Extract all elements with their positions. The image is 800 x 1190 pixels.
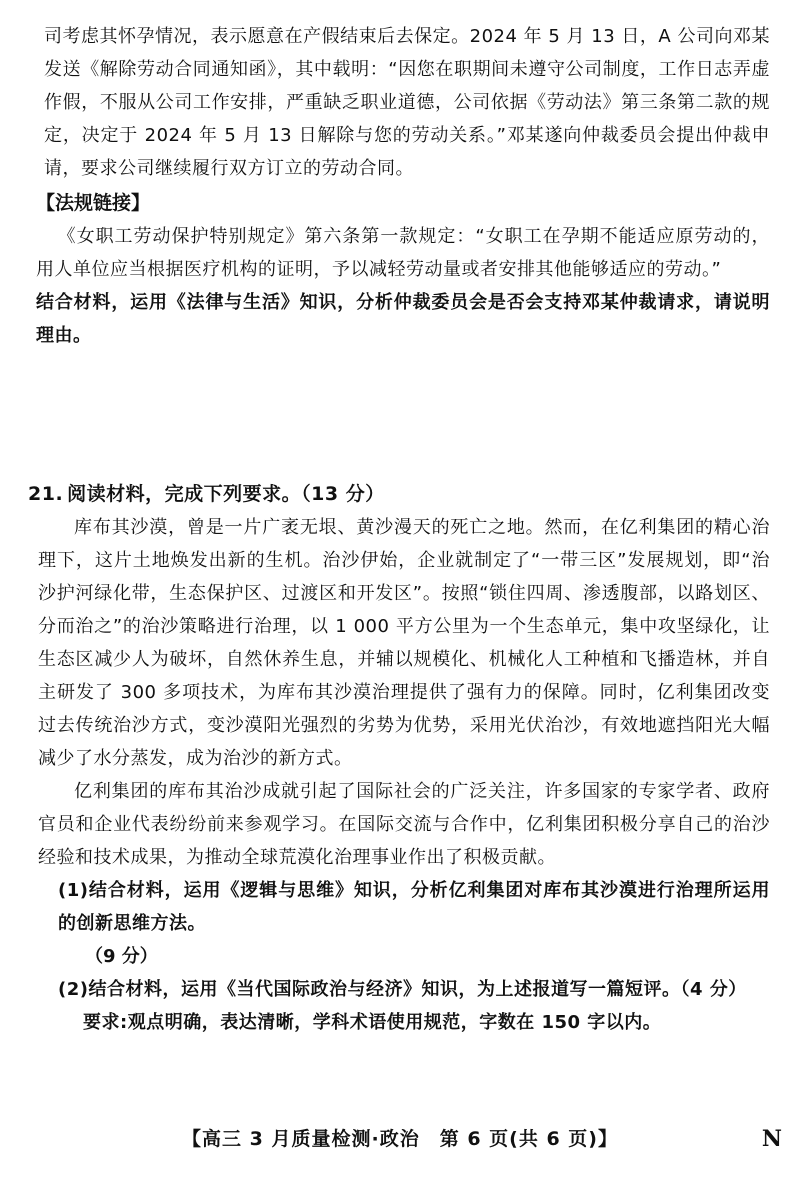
subquestion-1-text: 结合材料，运用《逻辑与思维》知识，分析亿利集团对库布其沙漠进行治理所运用的创新思维方法。: [58, 880, 770, 934]
question-number: 21.: [28, 483, 64, 505]
subquestion-2: [58, 973, 770, 1006]
corner-mark: N: [761, 1126, 782, 1152]
material-paragraph-1: 库布其沙漠，曾是一片广袤无垠、黄沙漫天的死亡之地。然而，在亿利集团的精心治理下，这片土地焕发出新的生机。治沙伊始，企业就制定了“一带三区”发展规划，即“治沙护河绿化带，生态保护区、过渡区和开发区”。按照“锁住四周、渗透腹部，以路划区、分而治之”的治沙策略进行治理，以 1 000 平方公里为一个生态单元，集中攻坚绿化，让生态区减少人为破坏，自然休养生息，并辅以规模化、机械化人工种植和飞播造林，并自主研发了 300 多项技术，为库布其沙漠治理提供了强有力的保障。同时，亿利集团改变过去传统治沙方式，变沙漠阳光强烈的劣势为优势，采用光伏治沙，有效地遮挡阳光大幅减少了水分蒸发，成为治沙的新方式。: [38, 517, 770, 769]
material-paragraph-2: 亿利集团的库布其治沙成就引起了国际社会的广泛关注，许多国家的专家学者、政府官员和企业代表纷纷前来参观学习。在国际交流与合作中，亿利集团积极分享自己的治沙经验和技术成果，为推动全球荒漠化治理事业作出了积极贡献。: [38, 781, 770, 868]
subquestion-1-score: （9 分）: [85, 946, 158, 967]
question-20-section: [36, 20, 770, 352]
question-stem-text: 阅读材料，完成下列要求。（13 分）: [67, 483, 385, 505]
law-link-heading: 【法规链接】: [36, 192, 151, 214]
subquestion-2-requirement: 要求:观点明确，表达清晰，学科术语使用规范，字数在 150 字以内。: [83, 1012, 662, 1033]
question-21-stem: [28, 478, 770, 511]
subquestion-2-label: (2): [58, 979, 89, 1000]
page-footer: 【高三 3 月质量检测·政治 第 6 页(共 6 页)】: [182, 1128, 618, 1150]
subquestion-1: [58, 874, 770, 940]
subquestion-1-label: (1): [58, 880, 89, 901]
q20-material-continuation: 司考虑其怀孕情况，表示愿意在产假结束后去保定。2024 年 5 月 13 日，A 公司向邓某发送《解除劳动合同通知函》，其中载明：“因您在职期间未遵守公司制度，工作日志弄虚作假，不服从公司工作安排，严重缺乏职业道德，公司依据《劳动法》第三条第二款的规定，决定于 2024 年 5 月 13 日解除与您的劳动关系。”邓某遂向仲裁委员会提出仲裁申请，要求公司继续履行双方订立的劳动合同。: [44, 26, 770, 179]
law-link-text: 《女职工劳动保护特别规定》第六条第一款规定：“女职工在孕期不能适应原劳动的，用人单位应当根据医疗机构的证明，予以减轻劳动量或者安排其他能够适应的劳动。”: [36, 226, 770, 280]
q20-task: 结合材料，运用《法律与生活》知识，分析仲裁委员会是否会支持邓某仲裁请求，请说明理由。: [36, 292, 770, 346]
question-21-section: [28, 478, 770, 1039]
subquestion-2-text: 结合材料，运用《当代国际政治与经济》知识，为上述报道写一篇短评。（4 分）: [88, 979, 747, 1000]
